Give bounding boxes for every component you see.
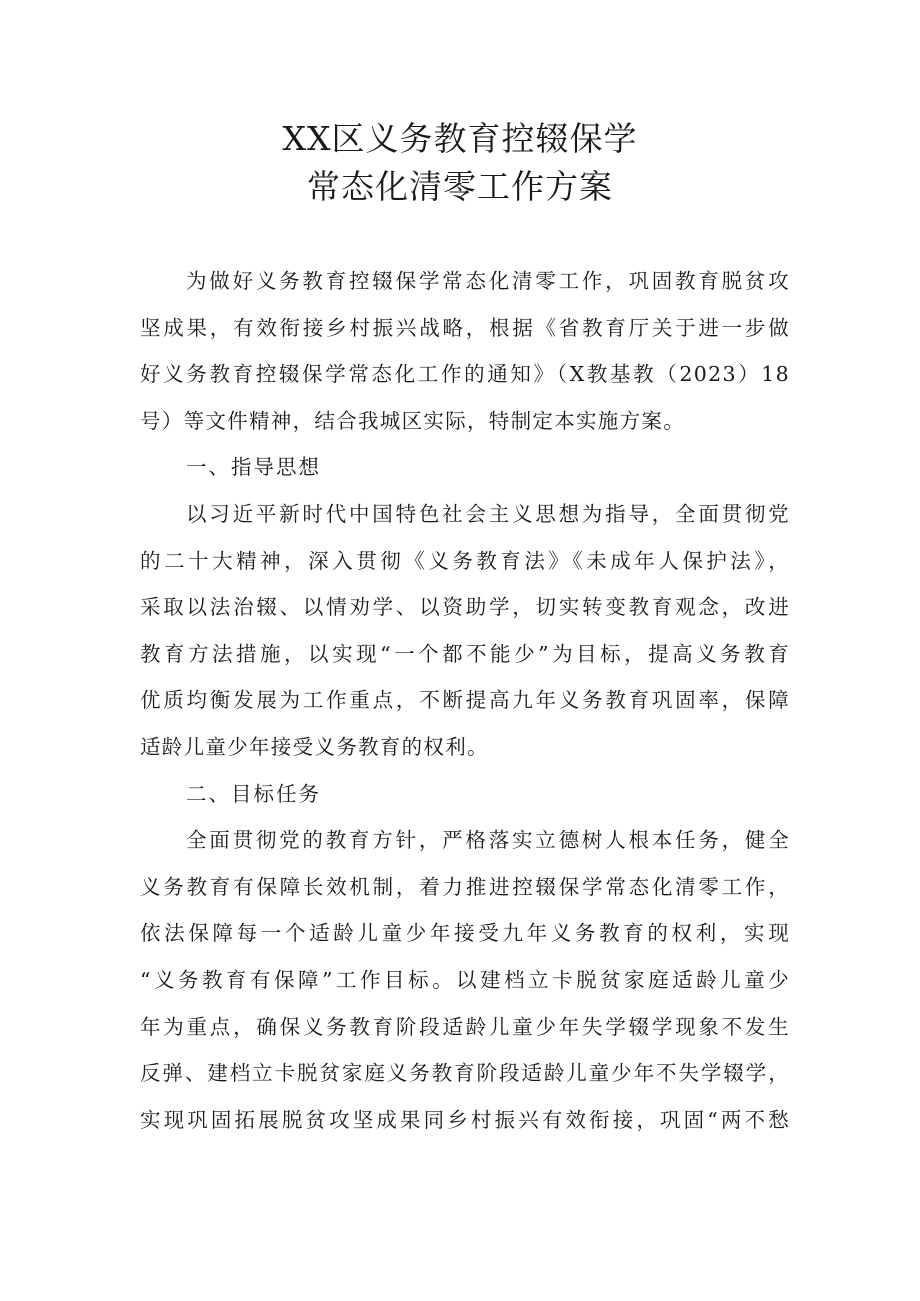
- paragraph-guiding-line: 的二十大精神，深入贯彻《义务教育法》《未成年人保护法》，: [140, 548, 790, 573]
- paragraph-goals-line: 实现巩固拓展脱贫攻坚成果同乡村振兴有效衔接，巩固“两不愁: [140, 1107, 790, 1132]
- paragraph-goals-line: 义务教育有保障长效机制，着力推进控辍保学常态化清零工作，: [140, 874, 790, 899]
- paragraph-goals-line: 全面贯彻党的教育方针，严格落实立德树人根本任务，健全: [186, 828, 790, 853]
- document-title-line-1: XX区义务教育控辍保学: [282, 119, 638, 158]
- paragraph-goals-line: 年为重点，确保义务教育阶段适龄儿童少年失学辍学现象不发生: [140, 1014, 790, 1039]
- paragraph-goals-line: 依法保障每一个适龄儿童少年接受九年义务教育的权利，实现: [140, 921, 790, 946]
- paragraph-guiding-line: 采取以法治辍、以情劝学、以资助学，切实转变教育观念，改进: [140, 595, 790, 620]
- paragraph-intro-line: 为做好义务教育控辍保学常态化清零工作，巩固教育脱贫攻: [186, 269, 790, 293]
- section-heading-goals-tasks: 二、目标任务: [186, 781, 321, 806]
- paragraph-intro-line: 号）等文件精神，结合我城区实际，特制定本实施方案。: [140, 408, 685, 433]
- paragraph-guiding-line: 适龄儿童少年接受义务教育的权利。: [140, 734, 489, 759]
- document-title-line-2: 常态化清零工作方案: [307, 167, 613, 206]
- paragraph-guiding-line: 以习近平新时代中国特色社会主义思想为指导，全面贯彻党: [186, 501, 790, 526]
- paragraph-goals-line: 反弹、建档立卡脱贫家庭义务教育阶段适龄儿童少年不失学辍学，: [140, 1061, 790, 1086]
- paragraph-goals-line: “义务教育有保障”工作目标。以建档立卡脱贫家庭适龄儿童少: [140, 967, 790, 992]
- section-heading-guiding-ideology: 一、指导思想: [186, 455, 321, 480]
- paragraph-guiding-line: 教育方法措施，以实现“一个都不能少”为目标，提高义务教育: [140, 641, 790, 666]
- paragraph-intro-line: 好义务教育控辍保学常态化工作的通知》（X教基教（2023）18: [140, 362, 790, 387]
- document-body: [140, 258, 790, 1143]
- paragraph-guiding-line: 优质均衡发展为工作重点，不断提高九年义务教育巩固率，保障: [140, 688, 790, 713]
- paragraph-intro-line: 坚成果，有效衔接乡村振兴战略，根据《省教育厅关于进一步做: [140, 315, 790, 340]
